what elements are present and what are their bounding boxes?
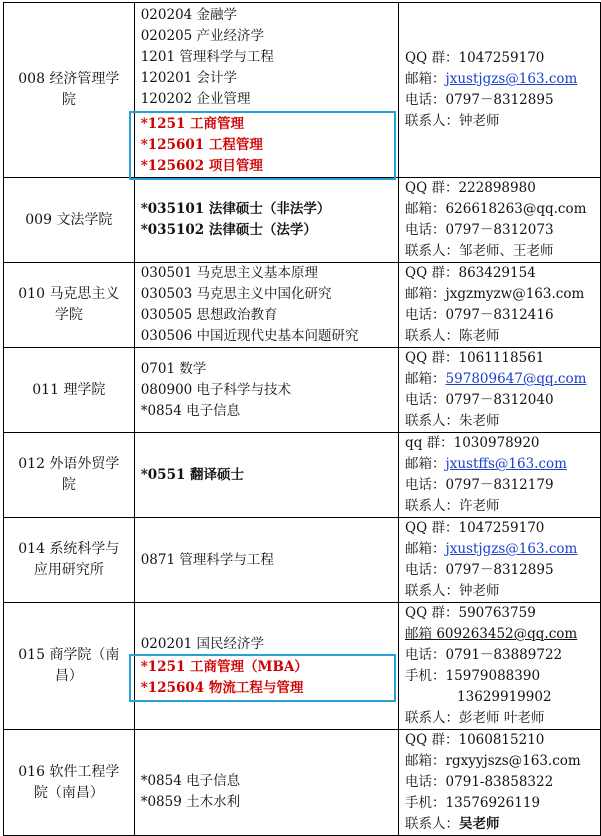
table-row xyxy=(4,3,601,178)
contact-cell xyxy=(399,263,601,348)
email-label: 邮箱： xyxy=(405,753,446,769)
contact-person: 钟老师 xyxy=(459,583,500,599)
major-item: 120201 会计学 xyxy=(140,70,238,86)
mobile-number-2: 13629919902 xyxy=(457,689,552,705)
college-name: 010 马克思主义学院 xyxy=(18,286,120,323)
qq-label: QQ 群： xyxy=(405,50,459,66)
contact-person: 钟老师 xyxy=(459,113,500,129)
contact-cell xyxy=(399,3,601,178)
email-link[interactable]: 609263452@qq.com xyxy=(436,626,578,642)
qq-number: 1030978920 xyxy=(453,435,540,451)
phone-number: 0797－8312179 xyxy=(445,477,554,493)
email-address: 626618263@qq.com xyxy=(445,201,587,217)
email-label: 邮箱： xyxy=(405,541,446,557)
qq-label: QQ 群： xyxy=(405,180,459,196)
table-row xyxy=(4,263,601,348)
majors-cell xyxy=(134,603,398,730)
college-cell xyxy=(4,3,135,178)
email-label: 邮箱： xyxy=(405,201,446,217)
contact-person: 朱老师 xyxy=(459,413,500,429)
major-item-highlighted: *1251 工商管理（MBA） xyxy=(140,658,308,675)
major-item: 1201 管理科学与工程 xyxy=(140,49,274,65)
qq-number: 222898980 xyxy=(458,180,536,196)
majors-cell xyxy=(134,518,398,603)
college-name: 014 系统科学与应用研究所 xyxy=(18,541,120,578)
contact-cell xyxy=(399,178,601,263)
phone-number: 0797－8312040 xyxy=(445,392,554,408)
major-item: *0859 土木水利 xyxy=(140,793,241,810)
phone-label: 电话： xyxy=(405,307,446,323)
majors-cell xyxy=(134,730,398,836)
college-cell xyxy=(4,730,135,836)
qq-number: 1061118561 xyxy=(458,350,545,366)
major-item: 0871 管理科学与工程 xyxy=(140,551,274,568)
qq-label: QQ 群： xyxy=(405,605,459,621)
qq-label: QQ 群： xyxy=(405,350,459,366)
email-link[interactable]: jxustjgzs@163.com xyxy=(445,71,578,87)
email-label: 邮箱： xyxy=(405,456,446,472)
major-item: 020201 国民经济学 xyxy=(140,635,265,652)
major-item: 020204 金融学 xyxy=(140,7,238,23)
email-address: rgxyyjszs@163.com xyxy=(445,753,581,769)
email-label: 邮箱： xyxy=(405,371,446,387)
major-item: *0854 电子信息 xyxy=(140,402,241,419)
major-item: 080900 电子科学与技术 xyxy=(140,381,292,398)
email-label: 邮箱： xyxy=(405,71,446,87)
college-name: 015 商学院（南昌） xyxy=(18,647,120,684)
major-item: 120202 企业管理 xyxy=(140,91,251,107)
email-link[interactable]: 597809647@qq.com xyxy=(445,371,587,387)
phone-label: 电话： xyxy=(405,774,446,790)
major-item: 020205 产业经济学 xyxy=(140,28,265,44)
major-item-highlighted: *1251 工商管理 xyxy=(140,116,245,132)
table-row xyxy=(4,348,601,433)
qq-number: 1047259170 xyxy=(458,520,545,536)
qq-label: qq 群： xyxy=(405,435,454,451)
qq-label: QQ 群： xyxy=(405,732,459,748)
contact-person: 吴老师 xyxy=(459,816,500,832)
qq-number: 863429154 xyxy=(458,265,536,281)
college-cell xyxy=(4,348,135,433)
phone-number: 0797－8312073 xyxy=(445,222,554,238)
phone-number: 0797－8312416 xyxy=(445,307,554,323)
major-item: 0701 数学 xyxy=(140,360,207,377)
college-name: 011 理学院 xyxy=(32,381,106,398)
qq-number: 590763759 xyxy=(458,605,536,621)
email-label: 邮箱 xyxy=(405,626,437,642)
email-address: jxgzmyzw@163.com xyxy=(445,286,585,302)
email-link[interactable]: jxustjgzs@163.com xyxy=(445,541,578,557)
phone-number: 0797－8312895 xyxy=(445,562,554,578)
majors-cell xyxy=(134,433,398,518)
contact-cell xyxy=(399,730,601,836)
qq-label: QQ 群： xyxy=(405,520,459,536)
person-label: 联系人： xyxy=(405,583,460,599)
email-link[interactable]: jxustffs@163.com xyxy=(445,456,567,472)
mobile-number: 15979088390 xyxy=(445,668,541,684)
phone-label: 电话： xyxy=(405,647,446,663)
mobile-label: 手机： xyxy=(405,668,446,684)
person-label: 联系人： xyxy=(405,328,460,344)
college-name: 008 经济管理学院 xyxy=(18,71,120,108)
contact-cell xyxy=(399,348,601,433)
mobile-number: 13576926119 xyxy=(445,795,541,811)
admissions-table xyxy=(3,2,601,836)
college-cell xyxy=(4,178,135,263)
college-name: 009 文法学院 xyxy=(25,211,113,228)
phone-label: 电话： xyxy=(405,392,446,408)
college-cell xyxy=(4,518,135,603)
college-name: 016 软件工程学院（南昌） xyxy=(18,763,120,801)
phone-number: 0797－8312895 xyxy=(445,92,554,108)
major-item: *0854 电子信息 xyxy=(140,772,241,789)
contact-cell xyxy=(399,518,601,603)
table-row xyxy=(4,178,601,263)
phone-label: 电话： xyxy=(405,92,446,108)
majors-cell xyxy=(134,3,398,178)
mobile-label: 手机： xyxy=(405,795,446,811)
highlight-group xyxy=(141,657,392,699)
college-name: 012 外语外贸学院 xyxy=(18,456,120,493)
person-label: 联系人： xyxy=(405,413,460,429)
major-item-highlighted: *125602 项目管理 xyxy=(140,158,263,174)
table-row xyxy=(4,730,601,836)
table-row xyxy=(4,518,601,603)
table-row xyxy=(4,603,601,730)
college-cell xyxy=(4,263,135,348)
majors-cell xyxy=(134,178,398,263)
email-label: 邮箱： xyxy=(405,286,446,302)
person-label: 联系人： xyxy=(405,498,460,514)
major-item-highlighted: *125604 物流工程与管理 xyxy=(140,679,304,696)
qq-label: QQ 群： xyxy=(405,265,459,281)
major-item: *035101 法律硕士（非法学） xyxy=(140,201,331,217)
qq-number: 1060815210 xyxy=(458,732,545,748)
major-item: 030503 马克思主义中国化研究 xyxy=(140,286,332,302)
table-row xyxy=(4,433,601,518)
contact-person: 邹老师、王老师 xyxy=(459,243,554,259)
phone-label: 电话： xyxy=(405,562,446,578)
contact-person: 彭老师 叶老师 xyxy=(459,710,545,726)
major-item-highlighted: *125601 工程管理 xyxy=(140,137,263,153)
major-item: 030501 马克思主义基本原理 xyxy=(140,265,319,281)
contact-cell xyxy=(399,433,601,518)
college-cell xyxy=(4,433,135,518)
major-item: 030506 中国近现代史基本问题研究 xyxy=(140,328,359,344)
major-item: *035102 法律硕士（法学） xyxy=(140,222,317,238)
person-label: 联系人： xyxy=(405,243,460,259)
contact-person: 许老师 xyxy=(459,498,500,514)
phone-label: 电话： xyxy=(405,222,446,238)
phone-number: 0791-83858322 xyxy=(445,774,554,790)
person-label: 联系人： xyxy=(405,113,460,129)
contact-cell xyxy=(399,603,601,730)
phone-label: 电话： xyxy=(405,477,446,493)
phone-number: 0791－83889722 xyxy=(445,647,563,663)
college-cell xyxy=(4,603,135,730)
majors-cell xyxy=(134,263,398,348)
person-label: 联系人： xyxy=(405,816,460,832)
major-item: *0551 翻译硕士 xyxy=(140,466,245,483)
qq-number: 1047259170 xyxy=(458,50,545,66)
majors-cell xyxy=(134,348,398,433)
highlight-group xyxy=(141,114,392,177)
person-label: 联系人： xyxy=(405,710,460,726)
major-item: 030505 思想政治教育 xyxy=(140,307,278,323)
contact-person: 陈老师 xyxy=(459,328,500,344)
